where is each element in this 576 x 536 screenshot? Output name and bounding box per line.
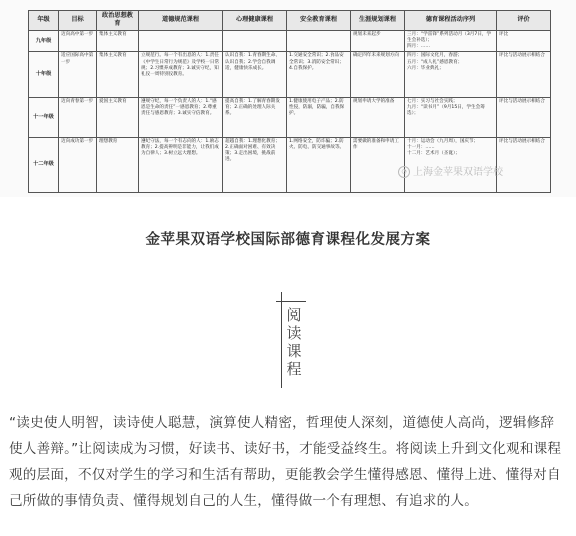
table-row <box>29 30 551 52</box>
header-goal: 目标 <box>59 11 97 31</box>
moral-cell <box>139 30 223 52</box>
eval-cell: 评比与活动展示相结合 <box>497 52 551 97</box>
header-psych: 心理健康课程 <box>223 11 287 31</box>
politics-cell: 集体主义教育 <box>97 52 139 97</box>
activities-cell <box>405 30 497 52</box>
activity-line: 十一月：…… <box>407 144 435 150</box>
activity-line: 五月：“成人礼”感恩教育； <box>407 59 463 65</box>
eval-cell: 评比 <box>497 30 551 52</box>
header-moral: 道德规范课程 <box>139 11 223 31</box>
table-header-row <box>29 11 551 31</box>
title-char: 读 <box>286 324 302 342</box>
activity-line: 七月：实习与社会实践； <box>407 98 458 104</box>
grade-cell: 十年级 <box>29 52 59 97</box>
school-watermark <box>398 163 503 178</box>
activities-cell <box>405 52 497 97</box>
activity-line: 十二月：艺术月（圣诞）； <box>407 151 460 157</box>
activity-line: 四月：…… <box>407 44 430 50</box>
title-char: 课 <box>286 342 302 360</box>
safety-cell: 1.网络安全，防诈骗；2.防火、防电、防交通事故等。 <box>287 137 351 192</box>
section-title-reading <box>276 292 306 388</box>
activity-line: 十月：运动会（九月周），国庆节； <box>407 138 479 144</box>
wechat-logo-icon: ◔ <box>398 166 410 178</box>
goal-cell: 迈向高中第一步 <box>59 30 97 52</box>
psych-cell: 提高自我：1.了解青春期发育；2.正确的处理人际关系。 <box>223 97 287 137</box>
title-vertical-rule <box>281 292 282 388</box>
header-safety: 安全教育课程 <box>287 11 351 31</box>
grade-cell: 十二年级 <box>29 137 59 192</box>
section-title-chars <box>285 306 303 378</box>
table-row <box>29 97 551 137</box>
psych-cell: 超越自我：1.理想化教育；2.正确面对困难、有效决策；3.走出困境，挑战前进。 <box>223 137 287 192</box>
goal-cell: 迈向青春第一步 <box>59 97 97 137</box>
grade-cell: 十一年级 <box>29 97 59 137</box>
header-career: 生涯规划课程 <box>351 11 405 31</box>
curriculum-table-image <box>0 0 576 197</box>
goal-cell: 迈向成功第一步 <box>59 137 97 192</box>
goal-cell: 适应国际高中第一步 <box>59 52 97 97</box>
safety-cell: 1.健康使用电子产品；2.防性侵，防溺，防骗，自我保护。 <box>287 97 351 137</box>
politics-cell: 爱国主义教育 <box>97 97 139 137</box>
activity-line: 四月：国际文化月，春游； <box>407 53 463 59</box>
activities-cell <box>405 97 497 137</box>
moral-cell: 立规范行。每一个有出息的人：1.责任《中学生日常行为规范》及学校一日常规；2.习惯养成教育；3.诚实守纪，知礼仪一周特别仪教育。 <box>139 52 223 97</box>
eval-cell: 评比与活动展示相结合 <box>497 97 551 137</box>
header-eval: 评价 <box>497 11 551 31</box>
header-politics: 政治思想教育 <box>97 11 139 31</box>
career-cell: 规划未来起步 <box>351 30 405 52</box>
title-char: 阅 <box>286 306 302 324</box>
header-grade: 年级 <box>29 11 59 31</box>
watermark-text: 上海金苹果双语学校 <box>413 167 503 178</box>
header-activities: 德育课程活动序列 <box>405 11 497 31</box>
body-paragraph: “读史使人明智，读诗使人聪慧，演算使人精密，哲理使人深刻，道德使人高尚，逻辑修辞使人善辩。”让阅读成为习惯，好读书、读好书，才能受益终生。将阅读上升到文化观和课程观的层面，不仅对学生的学习和生活有帮助，更能教会学生懂得感恩、懂得上进、懂得对自己所做的事情负责、懂得规划自己的人生，懂得做一个有理想、有追求的人。 <box>9 415 562 509</box>
moral-cell: 遵规守纪，每一个负责人的人：1.“感恩是生命的责任”一感恩教育；2.尊重责任与感恩教育；3.诚实守信教育。 <box>139 97 223 137</box>
table-row <box>29 52 551 97</box>
activity-line: 三月：“学雷锋”系列活动月（3月7日，学生会补选）； <box>407 31 492 43</box>
moral-cell: 遵纪守法，每一个有志向的人：1.励志教育；2.提高辨明是非能力，让我们成为自律人；3.树立远大理想。 <box>139 137 223 192</box>
grade-cell: 九年级 <box>29 30 59 52</box>
activity-line: 九月：“读书月”（9月15日，学生会筹选）； <box>407 104 485 116</box>
politics-cell: 集体主义教育 <box>97 30 139 52</box>
politics-cell: 理想教育 <box>97 137 139 192</box>
career-cell: 规划申请大学的准备 <box>351 97 405 137</box>
eval-cell: 评比与活动展示相结合 <box>497 137 551 192</box>
activity-line: 六月：毕业典礼； <box>407 65 444 71</box>
title-char: 程 <box>286 360 302 378</box>
safety-cell <box>287 30 351 52</box>
image-caption: 金苹果双语学校国际部德育课程化发展方案 <box>145 232 431 248</box>
career-cell: 需要做的准备和申请工作 <box>351 137 405 192</box>
psych-cell <box>223 30 287 52</box>
psych-cell: 认识自我：1.青春期生命、认识自我；2.学会自我调适，健康快乐成长。 <box>223 52 287 97</box>
safety-cell: 1.交通安全常识；2.食品安全常识；3.消防安全常识；4.自我保护。 <box>287 52 351 97</box>
career-cell: 确定四年未来规划方向 <box>351 52 405 97</box>
